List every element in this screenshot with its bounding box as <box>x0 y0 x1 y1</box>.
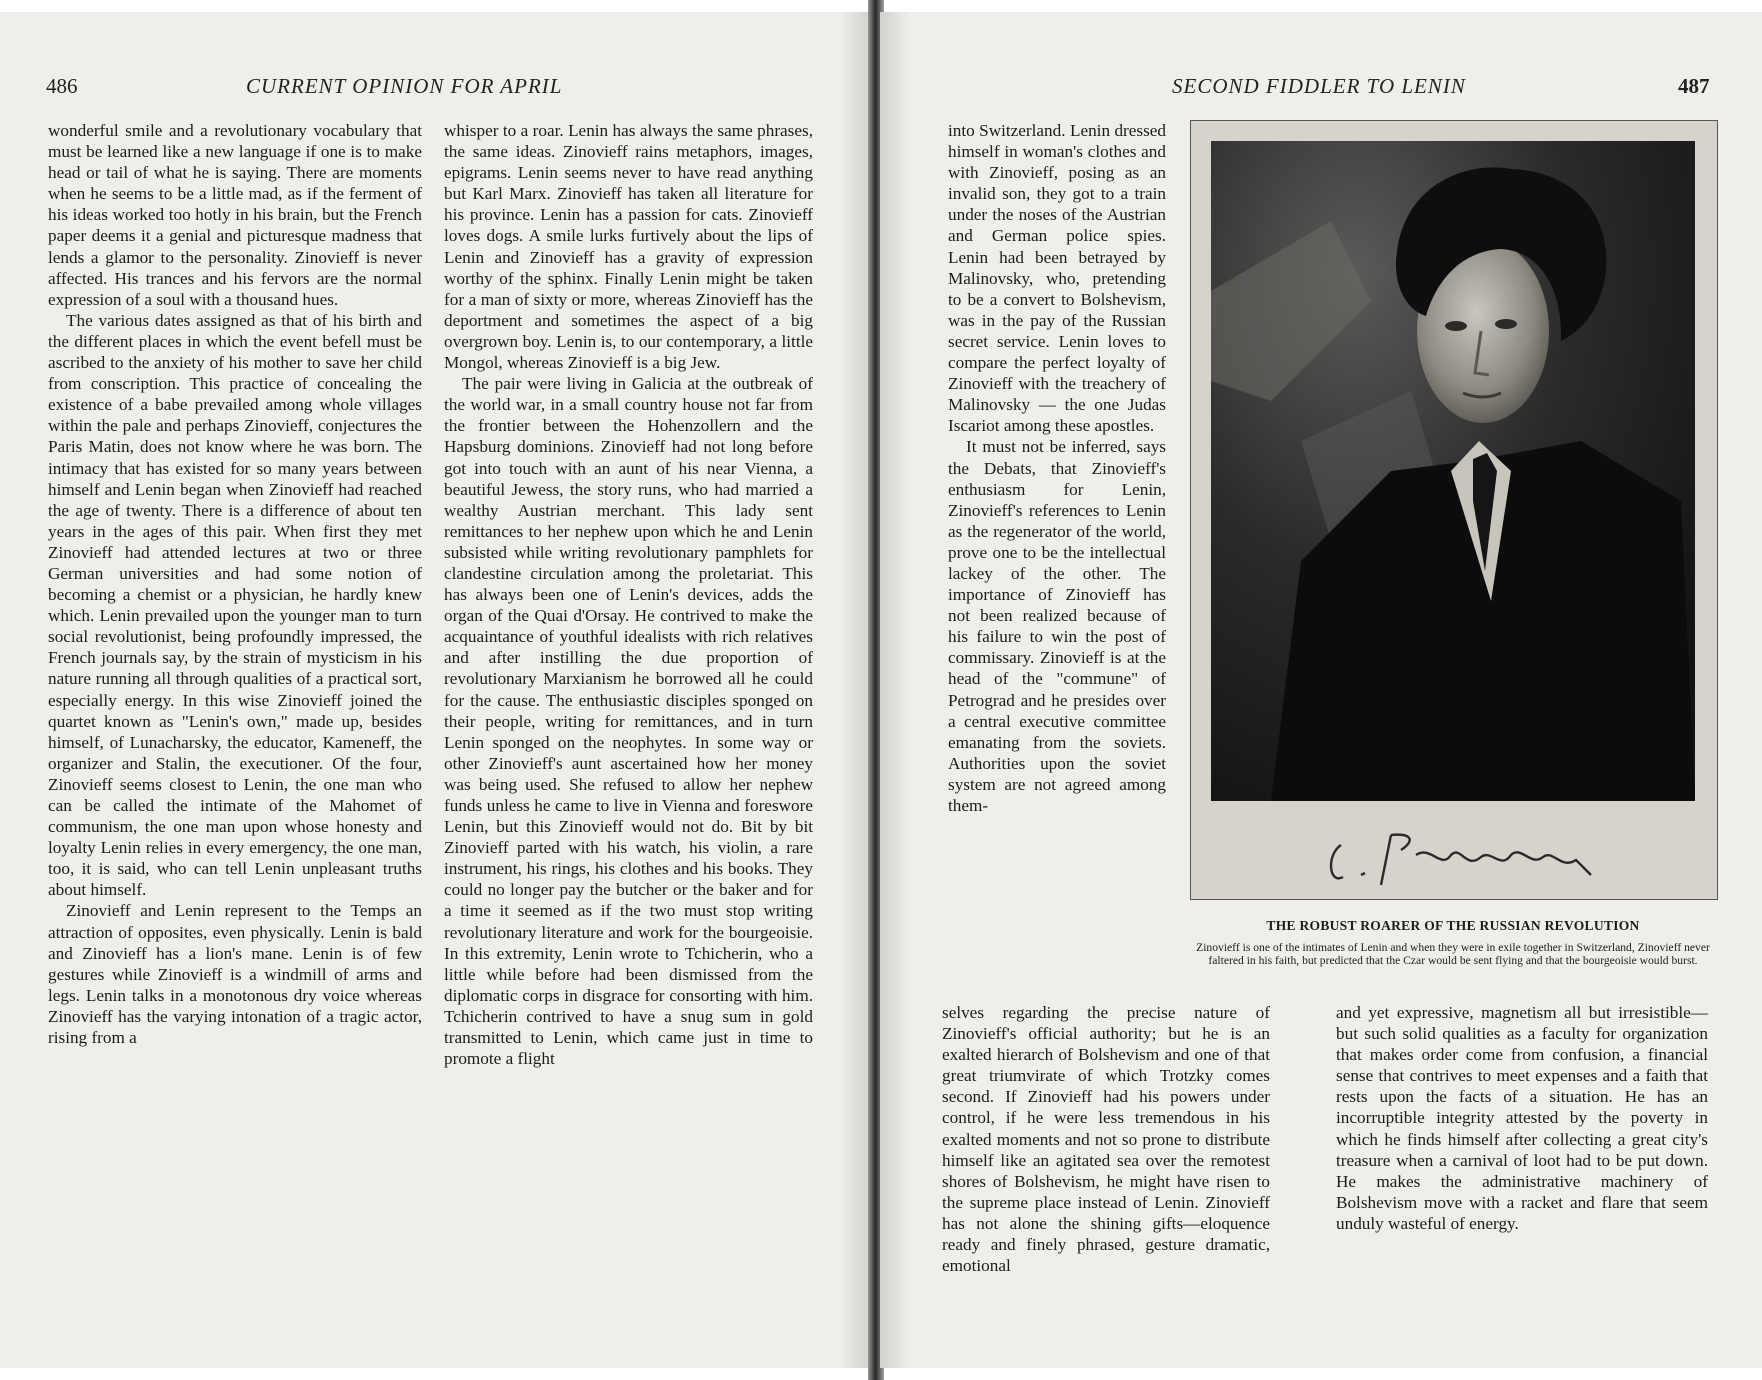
paragraph: into Switzerland. Lenin dressed himself in woman's clothes and with Zinovieff, posing as an invalid son, they got to a train under the noses of the Austrian and German police spies. Lenin had been betrayed by Malinovsky, who, pretending to be a convert to Bolshevism, was in the pay of the Russian secret service. Lenin loves to compare the perfect loyalty of Zinovieff with the treachery of Malinovsky — the one Judas Iscariot among these apostles. <box>948 121 1166 436</box>
paragraph: Zinovieff and Lenin represent to the Temps an attraction of opposites, even physically. Lenin is bald and Zinovieff has a lion's mane. Lenin is of few gestures while Zinovieff is a windmill of arms and legs. Lenin talks in a monotonous dry voice whereas Zinovieff has the varying intonation of a tragic actor, rising from a <box>48 901 422 1048</box>
handwritten-signature <box>1321 815 1621 895</box>
paragraph: It must not be inferred, says the Debats, that Zinovieff's enthusiasm for Lenin, Zinovieff's references to Lenin as the regenerator of the world, prove one to be the intellectual lackey of the other. The importance of Zinovieff has not been realized because of his failure to win the post of commissary. Zinovieff is at the head of the "commune" of Petrograd and he presides over a central executive committee emanating from the soviets. Authorities upon the soviet system are not agreed among them- <box>948 437 1166 815</box>
paragraph: and yet expressive, magnetism all but irresistible—but such solid qualities as a faculty for organization that makes order come from confusion, a financial sense that contrives to meet expenses and a faith that rests upon the facts of a situation. He has an incorruptible integrity attested by the poverty in which he finds himself after collecting a great city's treasure when a carnival of loot had to be put down. He makes the administrative machinery of Bolshevism move with a racket and flare that seem unduly wasteful of energy. <box>1336 1003 1708 1233</box>
right-page-shadow <box>880 12 910 1368</box>
left-page-number: 486 <box>46 74 78 98</box>
portrait-image <box>1211 141 1695 801</box>
left-column-1 <box>48 120 422 1048</box>
portrait-photo <box>1211 141 1695 801</box>
photo-caption-title: THE ROBUST ROARER OF THE RUSSIAN REVOLUTION <box>1266 918 1640 933</box>
right-bottom-column-1 <box>942 1002 1270 1276</box>
right-page <box>880 12 1762 1368</box>
portrait-photo-frame <box>1190 120 1718 900</box>
right-bottom-column-2 <box>1336 1002 1708 1234</box>
right-running-title: SECOND FIDDLER TO LENIN <box>1172 74 1466 98</box>
left-page <box>0 12 870 1368</box>
right-narrow-column <box>948 120 1166 816</box>
paragraph: whisper to a roar. Lenin has always the same phrases, the same ideas. Zinovieff rains metaphors, images, epigrams. Lenin seems never to have read anything but Karl Marx. Zinovieff has taken all literature for his province. Lenin has a passion for cats. Zinovieff loves dogs. A smile lurks furtively about the lips of Lenin and Zinovieff has a gravity of expression worthy of the sphinx. Finally Lenin might be taken for a man of sixty or more, whereas Zinovieff has the deportment and sometimes the aspect of a big overgrown boy. Lenin is, to our contemporary, a little Mongol, whereas Zinovieff is a big Jew. <box>444 121 813 373</box>
paragraph: selves regarding the precise nature of Zinovieff's official authority; but he is an exalted hierarch of Bolshevism and one of that great triumvirate of which Trotzky comes second. If Zinovieff had his powers under control, if he were less tremendous in his exalted moments and not so prone to distribute himself like an agitated sea over the remotest shores of Bolshevism, he might have risen to the supreme place instead of Lenin. Zinovieff has not alone the shining gifts—eloquence ready and finely phrased, gesture dramatic, emotional <box>942 1003 1270 1276</box>
left-page-shadow <box>840 12 870 1368</box>
photo-caption-text: Zinovieff is one of the intimates of Lenin and when they were in exile together in Switzerland, Zinovieff never faltered in his faith, but predicted that the Czar would be sent flying and that the bourgeoisie would burst. <box>1196 941 1710 967</box>
left-running-title: CURRENT OPINION FOR APRIL <box>246 74 563 98</box>
left-column-2 <box>444 120 813 1069</box>
paragraph: The pair were living in Galicia at the outbreak of the world war, in a small country house not far from the frontier between the Hohenzollern and the Hapsburg dominions. Zinovieff had not long before got into touch with an aunt of his near Vienna, a beautiful Jewess, the story runs, who had married a wealthy Austrian merchant. This lady sent remittances to her nephew upon which he and Lenin subsisted while writing revolutionary pamphlets for clandestine circulation among the proletariat. This has always been one of Lenin's devices, adds the organ of the Quai d'Orsay. He contrived to make the acquaintance of youthful idealists with rich relatives and after instilling the due proportion of revolutionary Marxianism he borrowed all he could for the cause. The enthusiastic disciples sponged on their people, writing for remittances, and in turn Lenin sponged on the neophytes. In some way or other Zinovieff's aunt ascertained how her money was being used. She refused to allow her nephew funds unless he came to live in Vienna and foreswore Lenin, but this Zinovieff would not do. Bit by bit Zinovieff parted with his watch, his violin, a rare instrument, his rings, his clothes and his books. They could no longer pay the butcher or the baker and for a time it seemed as if the two must stop writing revolutionary literature and work for the bourgeoisie. In this extremity, Lenin wrote to Tchicherin, who a little while before had been dismissed from the diplomatic corps in disgrace for consorting with him. Tchicherin contrived to have a snug sum in gold transmitted to Lenin, which came just in time to promote a flight <box>444 374 813 1069</box>
right-page-number: 487 <box>1678 74 1710 98</box>
paragraph: The various dates assigned as that of his birth and the different places in which the event befell must be ascribed to the anxiety of his mother to save her child from conscription. This practice of concealing the existence of a babe prevailed among whole villages within the pale and perhaps Zinovieff, conjectures the Paris Matin, does not know where he was born. The intimacy that has existed for so many years between himself and Lenin began when Zinovieff had reached the age of twenty. There is a difference of about ten years in the ages of this pair. When first they met Zinovieff had attended lectures at two or three German universities and had some notion of becoming a chemist or a physician, he hardly knew which. Lenin prevailed upon the younger man to turn social revolutionist, being profoundly impressed, the French journals say, by the strain of mysticism in his nature running all through qualities of a practical sort, especially energy. In this wise Zinovieff joined the quartet known as "Lenin's own," made up, besides himself, of Lunacharsky, the educator, Kameneff, the organizer and Stalin, the executioner. Of the four, Zinovieff seems closest to Lenin, the one man who can be called the intimate of the Mahomet of communism, the one man upon whose honesty and loyalty Lenin relies in every emergency, the one man, too, it is said, who can tell Lenin unpleasant truths about himself. <box>48 310 422 900</box>
paragraph: wonderful smile and a revolutionary vocabulary that must be learned like a new language if one is to make head or tail of what he is saying. There are moments when he seems to be a little mad, as if the ferment of his ideas worked too hotly in his brain, but the French paper deems it a genial and picturesque madness that lends a glamor to the personality. Zinovieff is never affected. His trances and his fervors are the normal expression of a soul with a thousand hues. <box>48 121 422 309</box>
